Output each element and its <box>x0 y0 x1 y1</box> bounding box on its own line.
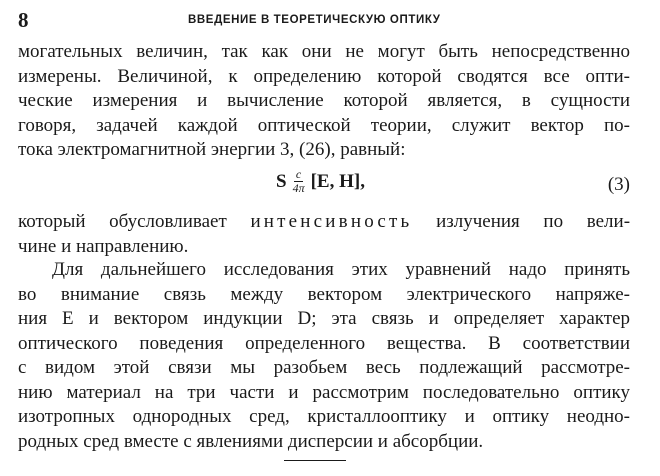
text-line: ческие измерения и вычисление которой является, в сущности <box>18 90 630 111</box>
equation-number: (3) <box>607 174 630 195</box>
text-line: оптического поведения определенного вещества. В соответствии <box>18 332 630 354</box>
equation-3 <box>18 160 630 208</box>
running-title: ВВЕДЕНИЕ В ТЕОРЕТИЧЕСКУЮ ОПТИКУ <box>188 14 441 26</box>
text-line: родных сред вместе с явлениями дисперсии и абсорбции. <box>18 430 484 452</box>
text-line: нию материал на три части и рассмотрим последовательно оптику <box>18 381 630 403</box>
equation-rhs: [E, H], <box>310 170 365 192</box>
paragraph-2 <box>18 210 630 259</box>
text-line <box>18 210 630 235</box>
text-run: излучения по вели- <box>436 211 631 232</box>
text-line: с видом этой связи мы разобьем весь подлежащий рассмотре- <box>18 357 630 378</box>
fraction-denominator: 4π <box>292 181 305 195</box>
text-line: могательных величин, так как они не могут быть непосредственно <box>18 41 630 62</box>
equation-lhs: S <box>276 170 287 192</box>
page-number: 8 <box>18 8 29 32</box>
equation-body <box>276 168 365 195</box>
fraction-numerator: c <box>295 167 302 181</box>
text-line: измерены. Величиной, к определению которой сводятся все опти- <box>18 65 630 87</box>
text-line: говоря, задачей каждой оптической теории, служит вектор по- <box>18 114 630 136</box>
text-line: во внимание связь между вектором электрического напряже- <box>18 283 630 305</box>
text-line: чине и направлению. <box>18 235 189 257</box>
footer-rule <box>284 460 346 461</box>
text-line: Для дальнейшего исследования этих уравнений надо принять <box>52 259 630 280</box>
text-run: который обусловливает <box>18 211 227 232</box>
text-line: изотропных однородных сред, кристаллооптику и оптику неодно- <box>18 406 630 427</box>
equation-fraction <box>293 168 305 195</box>
paragraph-1 <box>18 40 630 163</box>
text-line: тока электромагнитной энергии 3, (26), равный: <box>18 139 406 160</box>
paragraph-3 <box>18 258 630 454</box>
text-line: ния E и вектором индукции D; эта связь и определяет характер <box>18 308 630 329</box>
page-header <box>18 6 630 34</box>
emphasized-word: интенсивность <box>250 211 413 232</box>
